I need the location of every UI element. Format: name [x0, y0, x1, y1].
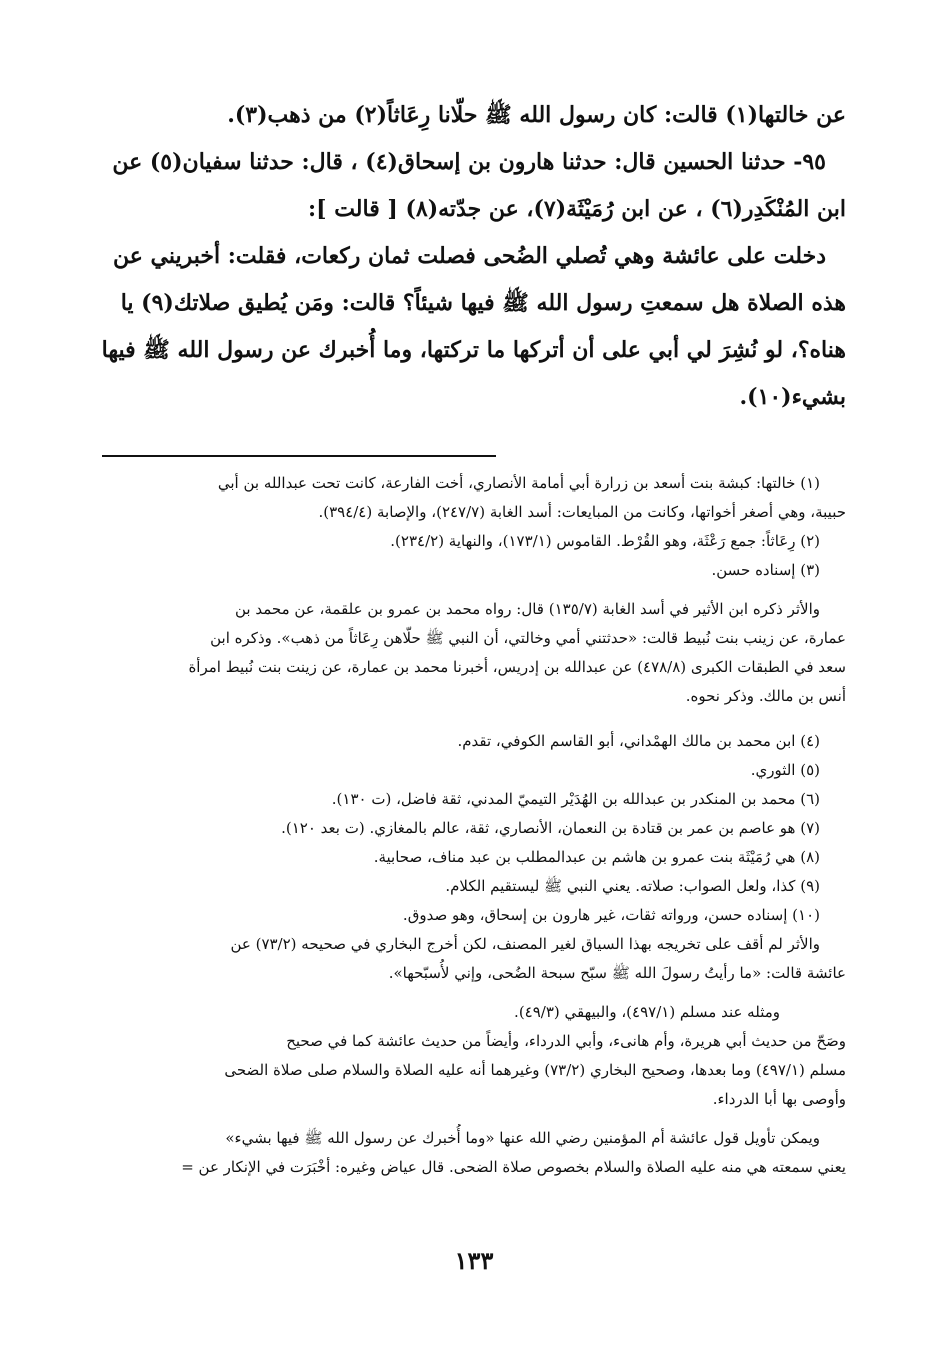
athar-line: سعد في الطبقات الكبرى (٤٧٨/٨) عن عبدالله بن إدريس، أخبرنا محمد بن عمارة، عن زينت بنت نُبيط امرأة: [188, 658, 846, 676]
athar-line: أنس بن مالك. وذكر نحوه.: [685, 687, 846, 705]
main-text-line: هذه الصلاة هل سمعتِ رسول الله ﷺ فيها شيئاً؟ قالت: ومَن يُطيق صلاتك(٩) يا: [120, 290, 846, 316]
footnote-line: (١٠) إسناده حسن، ورواته ثقات، غير هارون بن إسحاق، وهو صدوق.: [402, 906, 820, 924]
main-text-line: عن خالتها(١) قالت: كان رسول الله ﷺ حلّانا رِعَاثاً(٢) من ذهب(٣).: [227, 102, 846, 128]
main-text-line: بشيء(١٠).: [739, 384, 846, 410]
footnotes: [100, 469, 846, 1182]
footnote-line: (٦) محمد بن المنكدر بن عبدالله بن الهُدَيْر التيميّ المدني، ثقة فاضل، (ت ١٣٠).: [331, 790, 820, 808]
main-text: [100, 92, 846, 421]
athar-line: وأوصى بها أبا الدرداء.: [712, 1090, 846, 1108]
athar-line: مسلم (٤٩٧/١) وما بعدها، وصحيح البخاري (٧٣/٢) وغيرهما أنه عليه الصلاة والسلام صلى صلاة الضحى: [224, 1061, 846, 1079]
athar-line: يعني سمعته هي منه عليه الصلاة والسلام بخصوص صلاة الضحى. قال عياض وغيره: أخْبَرَت في الإنكار عن =: [181, 1158, 846, 1176]
athar-line: والأثر لم أقف على تخريجه بهذا السياق لغير المصنف، لكن أخرج البخاري في صحيحه (٧٣/٢) عن: [230, 935, 820, 953]
main-text-line: ٩٥- حدثنا الحسين قال: حدثنا هارون بن إسحاق(٤) ، قال: حدثنا سفيان(٥) عن: [112, 149, 826, 175]
page-number: ١٣٣: [454, 1246, 494, 1275]
footnote-line: (٨) هي رُمَيْثَة بنت عمرو بن هاشم بن عبدالمطلب بن عبد مناف، صحابية.: [373, 848, 820, 866]
athar-line: ومثله عند مسلم (٤٩٧/١)، والبيهقي (٤٩/٣).: [514, 1003, 780, 1021]
footnote-line: حبيبة، وهي أصغر أخواتها، وكانت من المبايعات: أسد الغابة (٢٤٧/٧)، والإصابة (٣٩٤/٤).: [318, 503, 846, 521]
athar-line: عمارة، عن زينب بنت نُبيط قالت: «حدثتني أمي وخالتي، أن النبي ﷺ حلّاهن رِعَاثاً من ذهب». وذكره ابن: [210, 629, 846, 647]
footnote-line: (٣) إسناده حسن.: [711, 561, 820, 579]
footnote-separator: [102, 455, 496, 457]
main-text-line: هناه؟، لو نُشِرَ لي أبي على أن أتركها ما تركتها، وما أُخبرك عن رسول الله ﷺ فيها: [101, 337, 846, 363]
athar-line: ويمكن تأويل قول عائشة أم المؤمنين رضي الله عنها «وما أُخبرك عن رسول الله ﷺ فيها بشيء»: [225, 1129, 820, 1147]
footnote-line: (٤) ابن محمد بن مالك الهمْداني، أبو القاسم الكوفي، تقدم.: [457, 732, 820, 750]
footnote-line: (١) خالتها: كبشة بنت أسعد بن زرارة أبي أمامة الأنصاري، أخت الفارعة، كانت تحت عبدالله بن أبي: [217, 474, 820, 492]
athar-line: عائشة قالت: «ما رأيتُ رسولَ الله ﷺ سبّح سبحة الضُحى، وإني لأُسبّحها».: [388, 964, 846, 982]
athar-line: والأثر ذكره ابن الأثير في أسد الغابة (١٣٥/٧) قال: رواه محمد بن عمرو بن علقمة، عن محمد بن: [234, 600, 820, 618]
footnote-line: (٧) هو عاصم بن عمر بن قتادة بن النعمان، الأنصاري، ثقة، عالم بالمغازي. (ت بعد ١٢٠).: [281, 819, 820, 837]
main-text-line: دخلت على عائشة وهي تُصلي الضُحى فصلت ثمان ركعات، فقلت: أخبريني عن: [113, 243, 826, 269]
footnote-line: (٩) كذا، ولعل الصواب: صلاته. يعني النبي ﷺ ليستقيم الكلام.: [445, 877, 820, 895]
footnote-line: (٢) رِعَاثاً: جمع رَعْثَة، وهو القُرْط. القاموس (١٧٣/١)، والنهاية (٢٣٤/٢).: [390, 532, 820, 550]
main-text-line: ابن المُنْكَدِر(٦) ، عن ابن رُمَيْثَة(٧)، عن جدّته(٨) [ قالت ]:: [308, 196, 846, 222]
footnote-line: (٥) الثوري.: [750, 761, 820, 779]
athar-line: وصَحّ من حديث أبي هريرة، وأم هانىء، وأبي الدرداء، وأيضاً من حديث عائشة كما في صحيح: [286, 1032, 846, 1050]
